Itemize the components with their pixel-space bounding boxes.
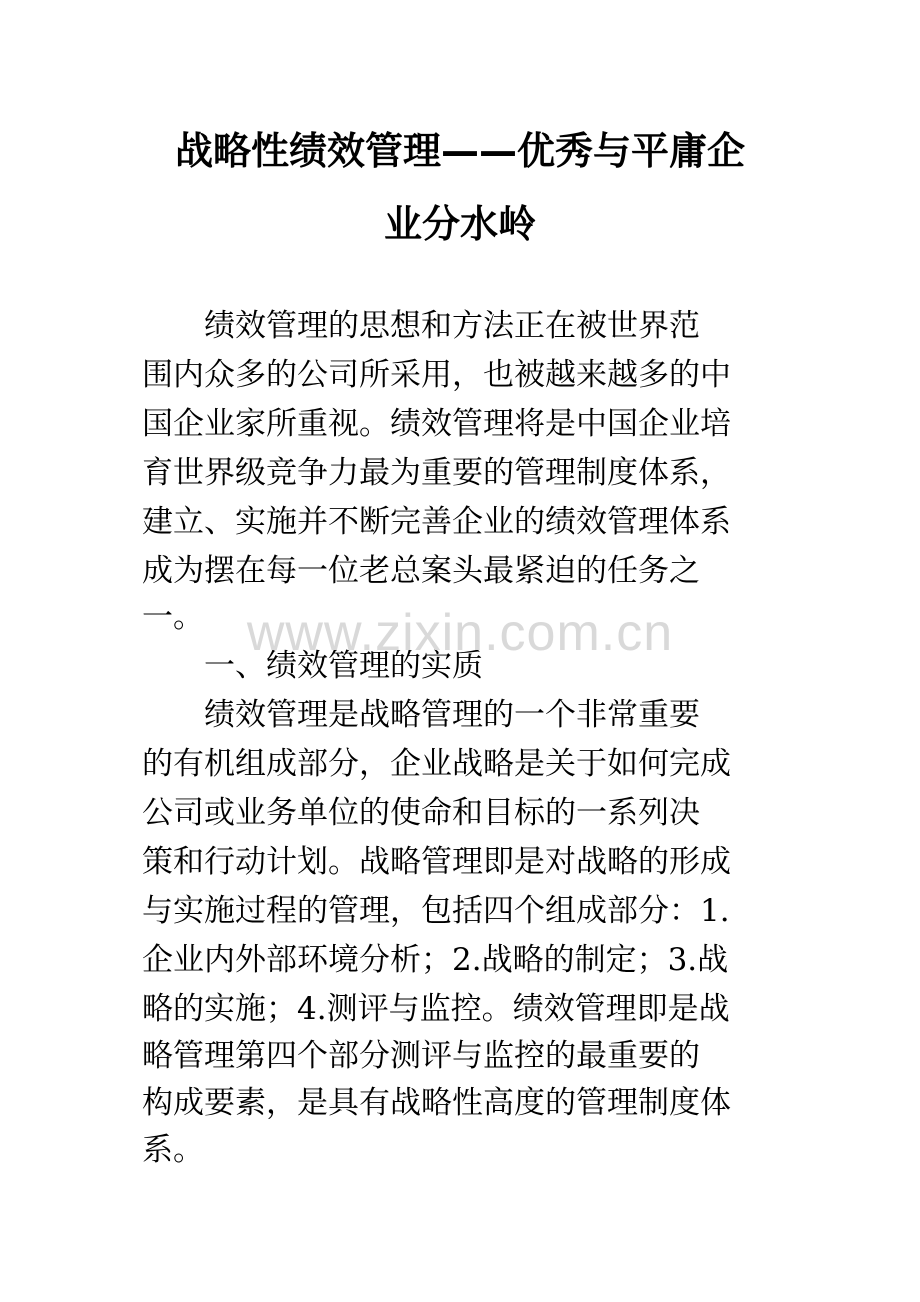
body-line-16: 略管理第四个部分测评与监控的最重要的 — [142, 1038, 700, 1074]
body-line-15: 略的实施；4.测评与监控。绩效管理即是战 — [142, 991, 730, 1027]
body-line-4: 育世界级竞争力最为重要的管理制度体系， — [142, 455, 731, 491]
body-line-11: 公司或业务单位的使命和目标的一系列决 — [142, 795, 700, 831]
body-line-13: 与实施过程的管理，包括四个组成部分：1. — [142, 893, 730, 929]
body-line-17: 构成要素，是具有战略性高度的管理制度体 — [142, 1085, 731, 1121]
body-line-7: 一。 — [142, 599, 204, 635]
body-line-14: 企业内外部环境分析；2.战略的制定；3.战 — [142, 942, 729, 978]
document-title-line-2: 业分水岭 — [383, 202, 536, 246]
body-line-3: 国企业家所重视。绩效管理将是中国企业培 — [142, 406, 731, 442]
body-line-5: 建立、实施并不断完善企业的绩效管理体系 — [142, 504, 731, 540]
section-heading: 一、绩效管理的实质 — [142, 648, 483, 684]
body-line-12: 策和行动计划。战略管理即是对战略的形成 — [142, 844, 731, 880]
body-line-9: 绩效管理是战略管理的一个非常重要 — [142, 697, 700, 733]
body-line-6: 成为摆在每一位老总案头最紧迫的任务之 — [142, 553, 700, 589]
body-line-1: 绩效管理的思想和方法正在被世界范 — [142, 308, 700, 344]
watermark-text: www.zixin.com.cn — [246, 604, 674, 662]
body-line-10: 的有机组成部分，企业战略是关于如何完成 — [142, 746, 731, 782]
document-title-line-1: 战略性绩效管理——优秀与平庸企 — [174, 129, 745, 173]
body-line-2: 围内众多的公司所采用，也被越来越多的中 — [142, 357, 731, 393]
body-line-18: 系。 — [142, 1132, 204, 1168]
